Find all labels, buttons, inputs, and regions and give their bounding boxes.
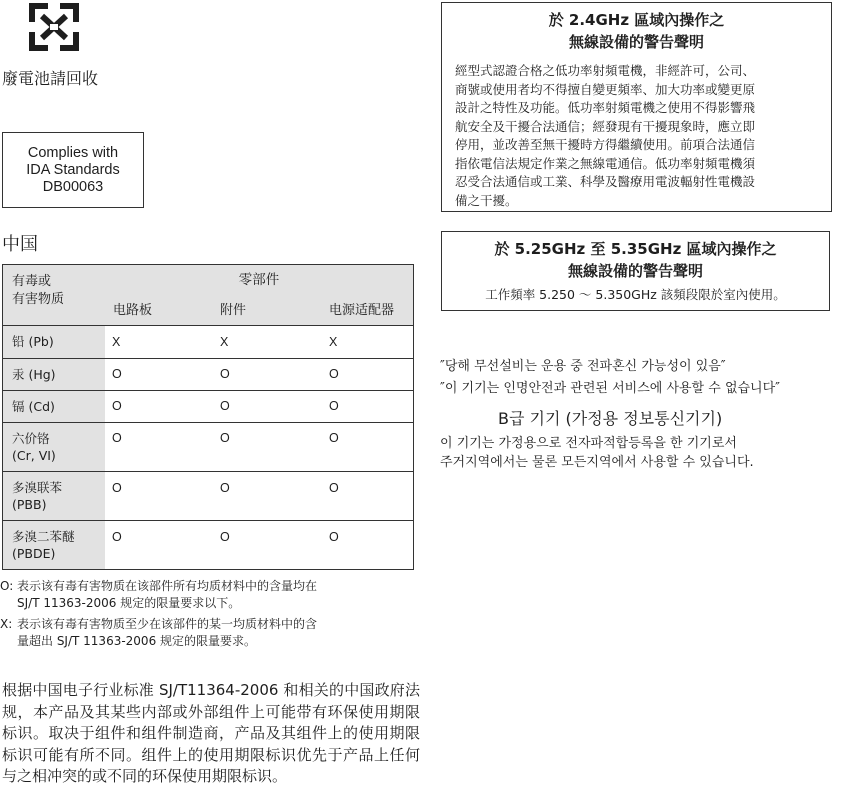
korea-quote-1: ″당해 무선설비는 운용 중 전파혼신 가능성이 있음″ <box>440 359 726 374</box>
taiwan-5ghz-warning-box <box>441 231 830 311</box>
taiwan-5ghz-body: 工作頻率 5.250 ～ 5.350GHz 該頻段限於室內使用。 <box>485 287 786 302</box>
table-cell: O <box>220 399 230 413</box>
column-header-accessories: 附件 <box>208 295 318 326</box>
table-cell: O <box>220 431 230 445</box>
column-header-circuit-board: 电路板 <box>105 295 208 326</box>
table-cell: O <box>329 367 339 381</box>
table-cell: O <box>112 399 122 413</box>
table-cell: X <box>329 335 338 349</box>
table-cell: O <box>329 481 339 495</box>
table-header-parts: 零部件 <box>105 265 413 296</box>
korea-class-b-heading: B급 기기 (가정용 정보통신기기) <box>498 409 723 428</box>
table-cell: O <box>220 530 230 544</box>
table-row-label: 六价铬 (Cr, VI) <box>3 423 105 472</box>
table-cell: O <box>112 367 122 381</box>
ida-compliance-box <box>2 132 144 208</box>
table-cell: O <box>112 530 122 544</box>
table-cell: O <box>112 431 122 445</box>
china-efup-paragraph: 根据中国电子行业标准 SJ/T11364-2006 和相关的中国政府法规，本产品及其某些内部或外部组件上可能带有环保使用期限标识。取决于组件和组件制造商，产品及其组件上的使用期限标识可能有所不同。组件上的使用期限标识优先于产品上任何与之相冲突的或不同的环保使用期限标识。 <box>2 681 420 785</box>
table-header-substance: 有毒或 有害物质 <box>3 265 105 326</box>
table-row-label: 多溴二苯醚 (PBDE) <box>3 521 105 569</box>
table-row-label: 汞 (Hg) <box>3 359 105 391</box>
column-header-power-adapter: 电源适配器 <box>318 295 413 326</box>
china-heading: 中国 <box>2 234 38 255</box>
table-notes <box>0 578 420 650</box>
note-x: X: 表示该有毒有害物质至少在该部件的某一均质材料中的含 量超出 SJ/T 11363-2006 规定的限量要求。 <box>0 617 318 648</box>
ida-line-1: Complies with <box>27 144 119 161</box>
taiwan-24ghz-title-2: 無線設備的警告聲明 <box>568 33 704 51</box>
table-cell: O <box>220 481 230 495</box>
table-cell: O <box>112 481 122 495</box>
taiwan-5ghz-title-1: 於 5.25GHz 至 5.35GHz 區域內操作之 <box>494 240 777 258</box>
korea-body-2: 주거지역에서는 물론 모든지역에서 사용할 수 있습니다. <box>440 455 754 470</box>
battery-recycle-label: 廢電池請回收 <box>2 69 99 88</box>
table-cell: O <box>329 431 339 445</box>
table-row-label: 多溴联苯 (PBB) <box>3 472 105 521</box>
korea-quote-2: ″이 기기는 인명안전과 관련된 서비스에 사용할 수 없습니다″ <box>440 381 781 396</box>
ida-line-2: IDA Standards <box>26 161 120 178</box>
korea-statements <box>440 357 850 472</box>
taiwan-5ghz-title-2: 無線設備的警告聲明 <box>567 262 703 280</box>
table-cell: O <box>220 367 230 381</box>
taiwan-24ghz-title-1: 於 2.4GHz 區域內操作之 <box>548 11 725 29</box>
table-row-label: 镉 (Cd) <box>3 391 105 423</box>
table-cell: O <box>329 530 339 544</box>
ida-line-3: DB00063 <box>42 178 104 195</box>
korea-body-1: 이 기기는 가정용으로 전자파적합등록을 한 기기로서 <box>440 436 737 451</box>
battery-recycle-icon <box>28 2 80 52</box>
hazardous-substances-table <box>2 264 414 570</box>
note-o: O: 表示该有毒有害物质在该部件所有均质材料中的含量均在 SJ/T 11363-2006 规定的限量要求以下。 <box>0 579 318 610</box>
table-cell: X <box>112 335 121 349</box>
taiwan-24ghz-warning-box <box>441 2 832 212</box>
table-cell: O <box>329 399 339 413</box>
table-row-label: 铅 (Pb) <box>3 326 105 359</box>
taiwan-24ghz-body: 經型式認證合格之低功率射頻電機，非經許可，公司、 商號或使用者均不得擅自變更頻率、加大功率或變更原 設計之特性及功能。低功率射頻電機之使用不得影響飛 航安全及干擾合法通信；經發現有干擾現象時，應立即 停用，並改善至無干擾時方得繼續使用。前項合法通信 指依電信法規定作業之無線電通信。低功率射頻電機須 忍受合法通信或工業、科學及醫療用電波輻射性電機設 備之干擾。 <box>455 63 756 208</box>
table-cell: X <box>220 335 229 349</box>
